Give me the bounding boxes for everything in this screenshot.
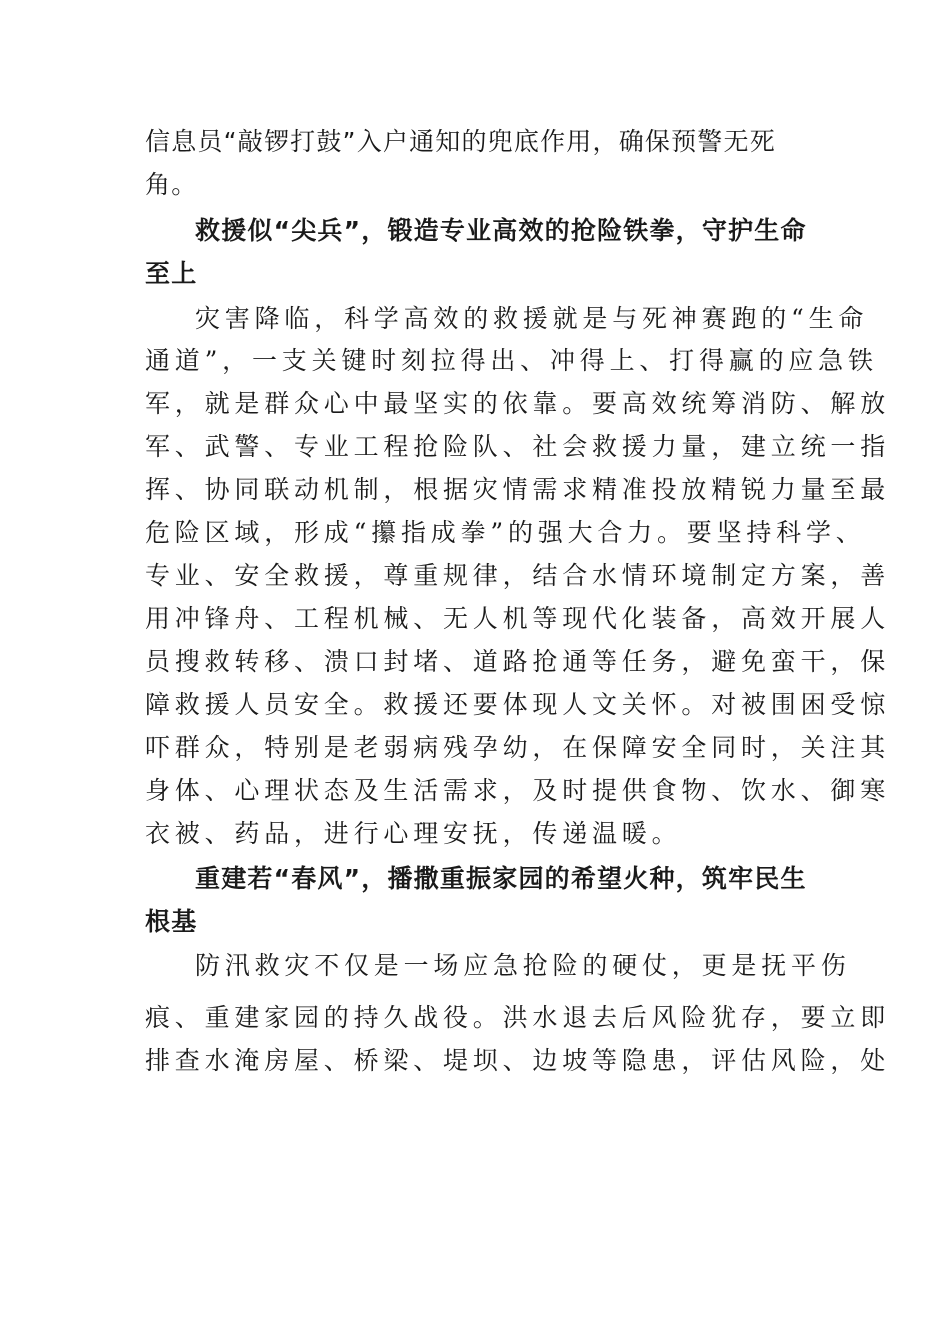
paragraph-line: 通道”，一支关键时刻拉得出、冲得上、打得赢的应急铁 — [145, 346, 878, 375]
paragraph-line: 吓群众，特别是老弱病残孕幼，在保障安全同时，关注其 — [145, 733, 891, 762]
section-heading: 救援似“尖兵”，锻造专业高效的抢险铁拳，守护生命 — [195, 216, 807, 245]
paragraph-line: 军，就是群众心中最坚实的依靠。要高效统筹消防、解放 — [145, 389, 891, 418]
paragraph-line: 障救援人员安全。救援还要体现人文关怀。对被围困受惊 — [145, 690, 891, 719]
paragraph-line: 危险区域，形成“攥指成拳”的强大合力。要坚持科学、 — [145, 518, 866, 547]
paragraph-line: 身体、心理状态及生活需求，及时提供食物、饮水、御寒 — [145, 776, 891, 805]
paragraph-line: 军、武警、专业工程抢险队、社会救援力量，建立统一指 — [145, 432, 891, 461]
paragraph-line: 挥、协同联动机制，根据灾情需求精准投放精锐力量至最 — [145, 475, 891, 504]
section-heading: 根基 — [145, 907, 198, 936]
paragraph-line: 痕、重建家园的持久战役。洪水退去后风险犹存，要立即 — [145, 1003, 891, 1032]
paragraph-line: 灾害降临，科学高效的救援就是与死神赛跑的“生命 — [195, 304, 869, 333]
text-line: 角。 — [145, 170, 198, 199]
paragraph-line: 防汛救灾不仅是一场应急抢险的硬仗，更是抚平伤 — [195, 951, 851, 980]
paragraph-line: 排查水淹房屋、桥梁、堤坝、边坡等隐患，评估风险，处 — [145, 1046, 891, 1075]
text-line: 信息员“敲锣打鼓”入户通知的兜底作用，确保预警无死 — [145, 127, 776, 156]
paragraph-line: 专业、安全救援，尊重规律，结合水情环境制定方案，善 — [145, 561, 891, 590]
section-heading: 重建若“春风”，播撒重振家园的希望火种，筑牢民生 — [195, 864, 807, 893]
paragraph-line: 衣被、药品，进行心理安抚，传递温暖。 — [145, 819, 682, 848]
section-heading: 至上 — [145, 259, 198, 288]
paragraph-line: 用冲锋舟、工程机械、无人机等现代化装备，高效开展人 — [145, 604, 891, 633]
paragraph-line: 员搜救转移、溃口封堵、道路抢通等任务，避免蛮干，保 — [145, 647, 891, 676]
